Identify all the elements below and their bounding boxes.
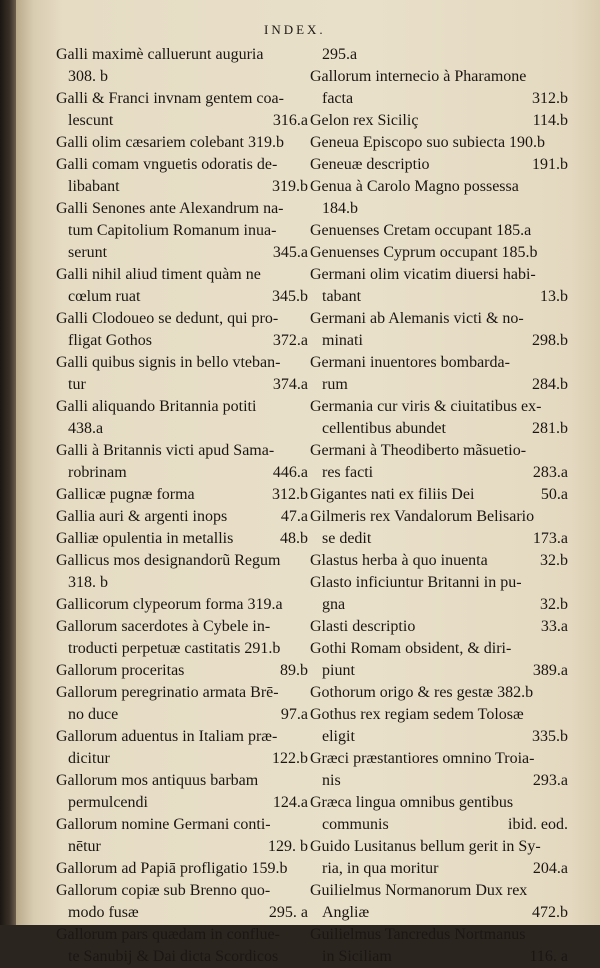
- index-line: [56, 176, 308, 198]
- index-entry-text: Germani inuentores bombarda-: [310, 354, 510, 371]
- index-page: [16, 0, 600, 965]
- index-page-ref: 298.b: [532, 332, 568, 349]
- index-entry-text: Guilielmus Tancredus Nortmanus: [310, 926, 526, 943]
- index-line: [310, 484, 568, 506]
- index-line: [56, 770, 308, 792]
- index-entry-text: 318. b: [68, 574, 108, 591]
- index-page-ref: 32.b: [540, 596, 568, 613]
- index-line: [310, 770, 568, 792]
- index-line: [56, 528, 308, 550]
- index-entry-text: Geneuæ descriptio: [310, 156, 430, 173]
- index-entry-text: res facti: [322, 464, 374, 481]
- index-entry-text: Germani ab Alemanis victi & no-: [310, 310, 524, 327]
- index-line: [56, 352, 308, 374]
- index-entry-text: Genuenses Cretam occupant 185.a: [310, 222, 532, 239]
- index-line: [56, 154, 308, 176]
- index-line: [56, 132, 308, 154]
- index-entry-text: Galli Senones ante Alexandrum na-: [56, 200, 284, 217]
- index-page-ref: 345.b: [272, 288, 308, 305]
- index-line: [310, 374, 568, 396]
- index-page-ref: 116. a: [529, 948, 568, 965]
- index-line: [310, 396, 568, 418]
- index-entry-text: 295.a: [322, 46, 358, 63]
- index-entry-text: nētur: [68, 838, 101, 855]
- index-entry-text: Gothus rex regiam sedem Tolosæ: [310, 706, 524, 723]
- index-entry-text: se dedit: [322, 530, 372, 547]
- index-page-ref: 283.a: [532, 464, 568, 481]
- index-page-ref: 335.b: [532, 728, 568, 745]
- index-entry-text: Guilielmus Normanorum Dux rex: [310, 882, 528, 899]
- index-line: [310, 506, 568, 528]
- index-entry-text: Galliæ opulentia in metallis: [56, 530, 234, 547]
- index-page-ref: 374.a: [272, 376, 308, 393]
- index-line: [56, 550, 308, 572]
- index-entry-text: Glasto inficiuntur Britanni in pu-: [310, 574, 522, 591]
- index-line: [56, 880, 308, 902]
- index-entry-text: gna: [322, 596, 346, 613]
- index-page-ref: 312.b: [272, 486, 308, 503]
- index-line: [56, 198, 308, 220]
- index-entry-text: piunt: [322, 662, 355, 679]
- index-line: [56, 902, 308, 924]
- index-page-ref: 204.a: [532, 860, 568, 877]
- index-entry-text: nis: [322, 772, 341, 789]
- index-line: [56, 792, 308, 814]
- index-entry-text: Genua à Carolo Magno possessa: [310, 178, 519, 195]
- index-page-ref: 33.a: [540, 618, 568, 635]
- index-page-ref: 32.b: [540, 552, 568, 569]
- index-page-ref: 293.a: [532, 772, 568, 789]
- index-line: [310, 550, 568, 572]
- index-line: [310, 220, 568, 242]
- index-line: [310, 616, 568, 638]
- index-line: [310, 154, 568, 176]
- index-entry-text: 438.a: [68, 420, 104, 437]
- index-entry-text: communis: [322, 816, 389, 833]
- index-entry-text: facta: [322, 90, 354, 107]
- index-line: [56, 748, 308, 770]
- index-entry-text: Gallorum copiæ sub Brenno quo-: [56, 882, 271, 899]
- index-page-ref: 372.a: [272, 332, 308, 349]
- index-entry-text: Gigantes nati ex filiis Dei: [310, 486, 475, 503]
- index-line: [310, 660, 568, 682]
- index-entry-text: 184.b: [322, 200, 358, 217]
- index-entry-text: serunt: [68, 244, 108, 261]
- index-entry-text: te Sanubij & Dai dicta Scordicos: [68, 948, 279, 965]
- index-entry-text: Gallorum peregrinatio armata Brē-: [56, 684, 279, 701]
- index-line: [56, 594, 308, 616]
- index-entry-text: Græca lingua omnibus gentibus: [310, 794, 514, 811]
- index-line: [56, 396, 308, 418]
- index-entry-text: Gallicus mos designandorũ Regum: [56, 552, 281, 569]
- index-page-ref: 389.a: [532, 662, 568, 679]
- index-entry-text: Galli aliquando Britannia potiti: [56, 398, 257, 415]
- index-line: [56, 682, 308, 704]
- index-line: [310, 418, 568, 440]
- index-page-ref: 319.b: [272, 178, 308, 195]
- index-page-ref: 114.b: [532, 112, 568, 129]
- index-line: [310, 638, 568, 660]
- index-entry-text: Gallorum internecio à Pharamone: [310, 68, 527, 85]
- index-entry-text: Gallia auri & argenti inops: [56, 508, 228, 525]
- index-entry-text: tur: [68, 376, 86, 393]
- index-line: [310, 440, 568, 462]
- index-entry-text: Gallorum aduentus in Italiam præ-: [56, 728, 278, 745]
- index-line: [310, 132, 568, 154]
- index-entry-text: Germani olim vicatim diuersi habi-: [310, 266, 536, 283]
- index-entry-text: Geneua Episcopo suo subiecta 190.b: [310, 134, 546, 151]
- index-page-ref: 191.b: [532, 156, 568, 173]
- index-entry-text: Gelon rex Siciliç: [310, 112, 419, 129]
- index-entry-text: Genuenses Cyprum occupant 185.b: [310, 244, 538, 261]
- index-line: [56, 506, 308, 528]
- index-page-ref: 472.b: [532, 904, 568, 921]
- index-line: [310, 528, 568, 550]
- index-entry-text: Guido Lusitanus bellum gerit in Sy-: [310, 838, 541, 855]
- index-line: [56, 572, 308, 594]
- index-entry-text: Angliæ: [322, 904, 370, 921]
- index-entry-text: Glastus herba à quo inuenta: [310, 552, 488, 569]
- index-line: [56, 814, 308, 836]
- index-line: [310, 88, 568, 110]
- index-line: [310, 924, 568, 946]
- index-line: [310, 748, 568, 770]
- index-entry-text: Galli à Britannis victi apud Sama-: [56, 442, 275, 459]
- index-entry-text: Græci præstantiores omnino Troia-: [310, 750, 535, 767]
- index-entry-text: fligat Gothos: [68, 332, 152, 349]
- index-line: [310, 44, 568, 66]
- index-line: [310, 836, 568, 858]
- index-line: [56, 836, 308, 858]
- index-entry-text: Germania cur viris & ciuitatibus ex-: [310, 398, 542, 415]
- index-line: [310, 814, 568, 836]
- index-line: [56, 242, 308, 264]
- index-entry-text: Galli Clodoueo se dedunt, qui pro-: [56, 310, 279, 327]
- index-line: [56, 726, 308, 748]
- index-page-ref: 281.b: [532, 420, 568, 437]
- index-line: [56, 330, 308, 352]
- index-line: [310, 264, 568, 286]
- index-entry-text: Galli nihil aliud timent quàm ne: [56, 266, 261, 283]
- index-entry-text: Gilmeris rex Vandalorum Belisario: [310, 508, 535, 525]
- left-index-column: [56, 44, 308, 968]
- index-page-ref: 312.b: [532, 90, 568, 107]
- index-entry-text: Galli comam vnguetis odoratis de-: [56, 156, 278, 173]
- index-page-ref: 48.b: [280, 530, 308, 547]
- index-entry-text: Gallicæ pugnæ forma: [56, 486, 195, 503]
- index-entry-text: Gallorum sacerdotes à Cybele in-: [56, 618, 271, 635]
- index-entry-text: ria, in qua moritur: [322, 860, 439, 877]
- index-line: [56, 418, 308, 440]
- index-line: [310, 682, 568, 704]
- index-entry-text: dicitur: [68, 750, 110, 767]
- index-line: [310, 858, 568, 880]
- index-entry-text: Gallorum proceritas: [56, 662, 185, 679]
- index-line: [56, 638, 308, 660]
- index-line: [310, 594, 568, 616]
- index-page-ref: 13.b: [540, 288, 568, 305]
- index-entry-text: libabant: [68, 178, 120, 195]
- index-entry-text: eligit: [322, 728, 355, 745]
- index-entry-text: Gallorum mos antiquus barbam: [56, 772, 259, 789]
- index-line: [56, 110, 308, 132]
- index-line: [310, 704, 568, 726]
- index-entry-text: Gothorum origo & res gestæ 382.b: [310, 684, 534, 701]
- index-entry-text: Gallicorum clypeorum forma 319.a: [56, 596, 283, 613]
- index-entry-text: no duce: [68, 706, 119, 723]
- index-line: [56, 616, 308, 638]
- index-page-ref: 97.a: [280, 706, 308, 723]
- index-entry-text: cellentibus abundet: [322, 420, 446, 437]
- index-page-ref: 50.a: [540, 486, 568, 503]
- index-line: [56, 924, 308, 946]
- index-line: [56, 308, 308, 330]
- index-entry-text: lescunt: [68, 112, 114, 129]
- index-page-ref: 284.b: [532, 376, 568, 393]
- index-entry-text: minati: [322, 332, 363, 349]
- index-line: [310, 176, 568, 198]
- index-page-ref: 122.b: [272, 750, 308, 767]
- index-page-ref: 47.a: [280, 508, 308, 525]
- index-entry-text: Gallorum ad Papiā profligatio 159.b: [56, 860, 288, 877]
- index-entry-text: cœlum ruat: [68, 288, 141, 305]
- index-page-ref: 89.b: [280, 662, 308, 679]
- index-entry-text: 308. b: [68, 68, 108, 85]
- index-entry-text: tum Capitolium Romanum inua-: [68, 222, 277, 239]
- index-entry-text: Glasti descriptio: [310, 618, 416, 635]
- index-line: [56, 264, 308, 286]
- index-line: [310, 902, 568, 924]
- index-entry-text: tabant: [322, 288, 362, 305]
- index-line: [56, 858, 308, 880]
- index-line: [56, 44, 308, 66]
- index-line: [56, 484, 308, 506]
- index-entry-text: Galli olim cæsariem colebant 319.b: [56, 134, 284, 151]
- index-line: [310, 462, 568, 484]
- index-line: [310, 946, 568, 968]
- index-line: [56, 286, 308, 308]
- index-line: [56, 946, 308, 968]
- index-page-ref: 295. a: [268, 904, 308, 921]
- index-entry-text: Galli quibus signis in bello vteban-: [56, 354, 281, 371]
- page-header: INDEX.: [264, 22, 326, 37]
- index-entry-text: permulcendi: [68, 794, 148, 811]
- index-page-ref: 124.a: [272, 794, 308, 811]
- index-line: [310, 330, 568, 352]
- index-entry-text: modo fusæ: [68, 904, 139, 921]
- index-page-ref: 129. b: [268, 838, 308, 855]
- index-entry-text: rum: [322, 376, 348, 393]
- index-line: [310, 110, 568, 132]
- index-line: [56, 440, 308, 462]
- index-line: [56, 704, 308, 726]
- index-line: [310, 198, 568, 220]
- index-entry-text: Germani à Theodiberto mãsuetio-: [310, 442, 527, 459]
- index-entry-text: robrinam: [68, 464, 127, 481]
- index-page-ref: ibid. eod.: [508, 816, 568, 833]
- index-line: [56, 66, 308, 88]
- index-line: [310, 66, 568, 88]
- index-line: [310, 308, 568, 330]
- index-line: [56, 660, 308, 682]
- index-line: [56, 374, 308, 396]
- right-index-column: [310, 44, 568, 968]
- index-line: [310, 880, 568, 902]
- index-line: [310, 792, 568, 814]
- index-line: [56, 88, 308, 110]
- index-page-ref: 345.a: [272, 244, 308, 261]
- index-entry-text: troducti perpetuæ castitatis 291.b: [68, 640, 281, 657]
- index-line: [56, 220, 308, 242]
- index-entry-text: in Siciliam: [322, 948, 392, 965]
- index-entry-text: Gothi Romam obsident, & diri-: [310, 640, 512, 657]
- index-page-ref: 173.a: [532, 530, 568, 547]
- index-line: [310, 726, 568, 748]
- index-line: [310, 352, 568, 374]
- index-entry-text: Galli maximè calluerunt auguria: [56, 46, 264, 63]
- index-line: [310, 286, 568, 308]
- index-entry-text: Gallorum pars quædam in conflue-: [56, 926, 280, 943]
- index-entry-text: Galli & Franci invnam gentem coa-: [56, 90, 284, 107]
- index-entry-text: Gallorum nomine Germani conti-: [56, 816, 271, 833]
- index-line: [56, 462, 308, 484]
- book-spine-shadow: [0, 0, 16, 925]
- index-line: [310, 572, 568, 594]
- index-page-ref: 446.a: [272, 464, 308, 481]
- index-line: [310, 242, 568, 264]
- index-page-ref: 316.a: [272, 112, 308, 129]
